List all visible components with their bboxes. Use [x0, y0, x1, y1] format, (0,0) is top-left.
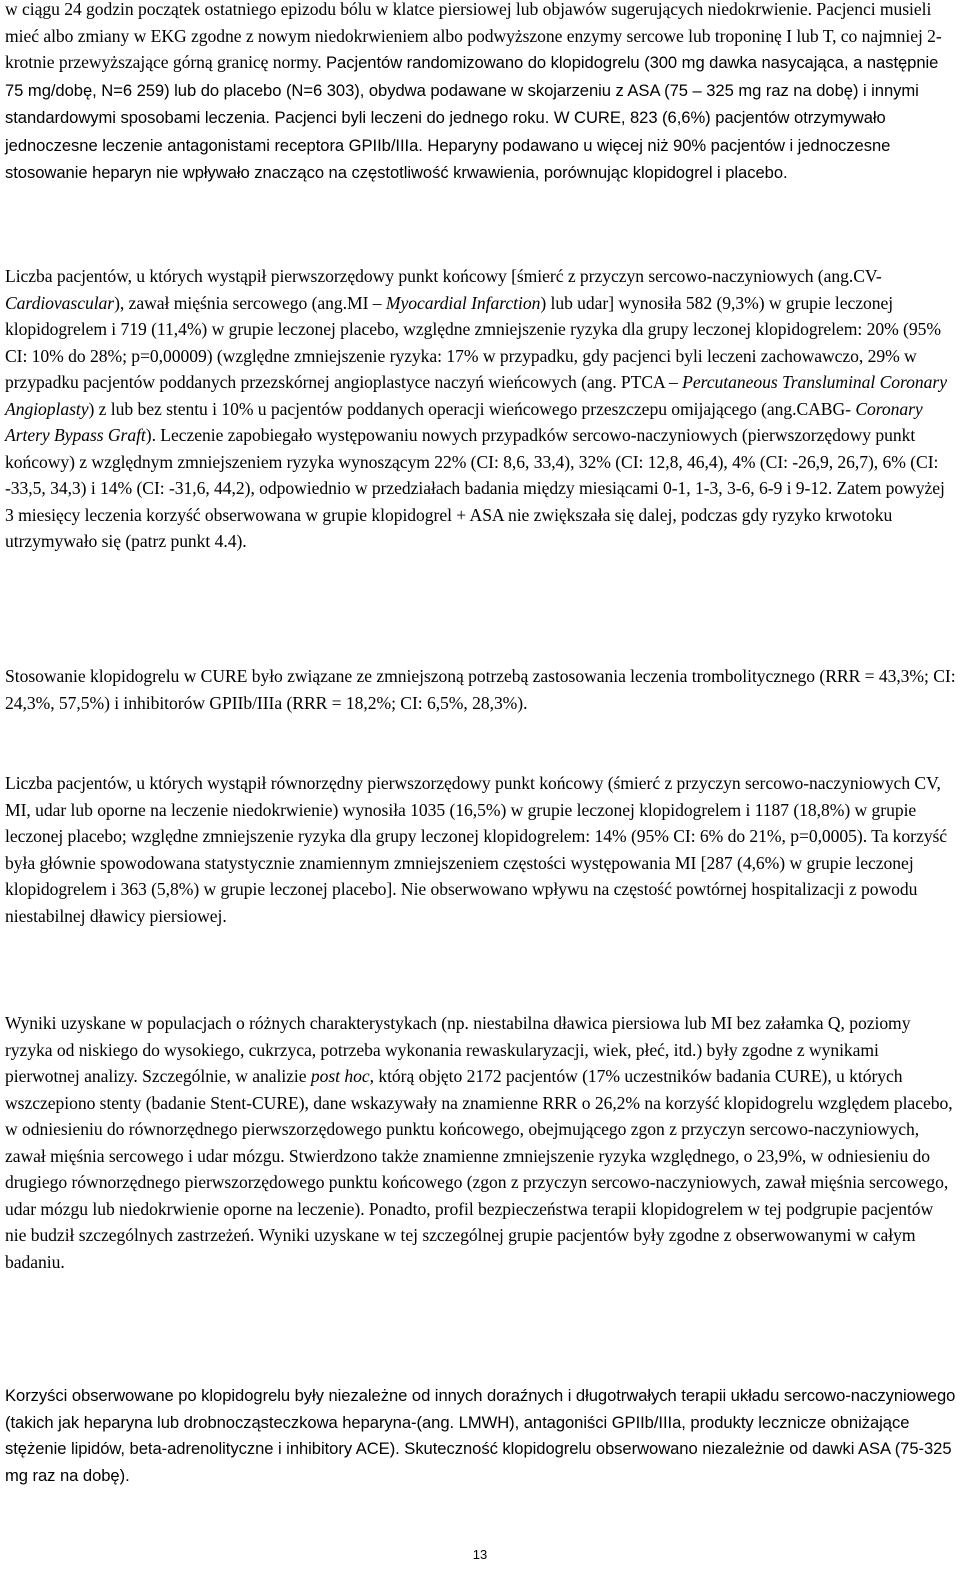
paragraph-subgroup-results [5, 1010, 956, 1275]
italic-term: Coronary Artery Bypass Graft [5, 398, 923, 445]
text-run: ) z lub bez stentu i 10% u pacjentów poddanych operacji wieńcowego przeszczepu omijającego (ang.CABG- [88, 398, 856, 419]
italic-term: Myocardial Infarction [385, 292, 541, 313]
text-run: Stosowanie klopidogrelu w CURE było związane ze zmniejszoną potrzebą zastosowania leczenia trombolitycznego (RRR = 43,3%; CI: 24,3%, 57,5%) i inhibitorów GPIIb/IIIa (RRR = 18,2%; CI: 6,5%, 28,3%). [5, 666, 956, 713]
text-run: ). Leczenie zapobiegało występowaniu nowych przypadków sercowo-naczyniowych (pierwszorzędowy punkt końcowy) z względnym zmniejszeniem ryzyka wynoszącym 22% (CI: 8,6, 33,4), 32% (CI: 12,8, 46,4), 4% (CI: -26,9, 26,7), 6% (CI: -33,5, 34,3) i 14% (CI: -31,6, 44,2), odpowiednio w przedziałach badania między miesiącami 0-1, 1-3, 3-6, 6-9 i 9-12. Zatem powyżej 3 miesięcy leczenia korzyść obserwowana w grupie klopidogrel + ASA nie zwiększała się dalej, podczas gdy ryzyko krwotoku utrzymywało się (patrz punkt 4.4). [5, 425, 945, 551]
italic-term: post hoc [310, 1066, 370, 1086]
text-run: Liczba pacjentów, u których wystąpił pierwszorzędowy punkt końcowy [śmierć z przyczyn sercowo-naczyniowych (ang.CV- [5, 266, 882, 286]
paragraph-thrombolytic-use [5, 663, 956, 716]
text-run: Pacjentów randomizowano do klopidogrelu (300 mg dawka nasycająca, a następnie 75 mg/dobę, N=6 259) lub do placebo (N=6 303), obydwa podawane w skojarzeniu z ASA (75 – 325 mg raz na dobę) i innymi standardowymi sposobami leczenia. Pacjenci byli leczeni do jednego roku. W CURE, 823 (6,6%) pacjentów otrzymywało jednoczesne leczenie antagonistami receptora GPIIb/IIIa. Heparyny podawano u więcej niż 90% pacjentów i jednoczesne stosowanie heparyn nie wpływało znacząco na częstotliwość krwawienia, porównując klopidogrel i placebo. [5, 53, 939, 182]
italic-term: Percutaneous Transluminal Coronary Angioplasty [5, 372, 947, 419]
text-run: w ciągu 24 godzin początek ostatniego epizodu bólu w klatce piersiowej lub objawów sugerujących niedokrwienie. Pacjenci musieli mieć albo zmiany w EKG zgodne z nowym niedokrwieniem albo podwyższone enzymy sercowe lub troponinę I lub T, co najmniej 2-krotnie przewyższające górną granicę normy. [5, 0, 942, 72]
text-run: , którą objęto 2172 pacjentów (17% uczestników badania CURE), u których wszczepiono stenty (badanie Stent-CURE), dane wskazywały na znamienne RRR o 26,2% na korzyść klopidogrelu względem placebo, w odniesieniu do równorzędnego pierwszorzędowego punktu końcowego, obejmującego zgon z przyczyn sercowo-naczyniowych, zawał mięśnia sercowego i udar mózgu. Stwierdzono także znamienne zmniejszenie ryzyka względnego, o 23,9%, w odniesieniu do drugiego równorzędnego pierwszorzędowego punktu końcowego (zgon z przyczyn sercowo-naczyniowych, zawał mięśnia sercowego, udar mózgu lub niedokrwienie oporne na leczenie). Ponadto, profil bezpieczeństwa terapii klopidogrelem w tej podgrupie pacjentów nie budził szczególnych zastrzeżeń. Wyniki uzyskane w tej szczególnej grupie pacjentów były zgodne z obserwowanymi w całym badaniu. [5, 1066, 953, 1272]
text-run: Liczba pacjentów, u których wystąpił równorzędny pierwszorzędowy punkt końcowy (śmierć z przyczyn sercowo-naczyniowych CV, MI, udar lub oporne na leczenie niedokrwienie) wynosiła 1035 (16,5%) w grupie leczonej klopidogrelem i 1187 (18,8%) w grupie leczonej placebo; względne zmniejszenie ryzyka dla grupy leczonej klopidogrelem: 14% (95% CI: 6% do 21%, p=0,0005). Ta korzyść była głównie spowodowana statystycznie znamiennym zmniejszeniem częstości występowania MI [287 (4,6%) w grupie leczonej klopidogrelem i 363 (5,8%) w grupie leczonej placebo]. Nie obserwowano wpływu na częstość powtórnej hospitalizacji z powodu niestabilnej dławicy piersiowej. [5, 773, 948, 926]
italic-term: Cardiovascular [5, 292, 115, 313]
paragraph-primary-endpoint [5, 263, 956, 555]
paragraph-concomitant-therapies [5, 1383, 956, 1489]
text-run: ) lub udar] wynosiła 582 (9,3%) w grupie leczonej klopidogrelem i 719 (11,4%) w grupie leczonej placebo, względne zmniejszenie ryzyka dla grupy leczonej klopidogrelem: 20% (95% CI: 10% do 28%; p=0,00009) (względne zmniejszenie ryzyka: 17% w przypadku, gdy pacjenci byli leczeni zachowawczo, 29% w przypadku pacjentów poddanych przezskórnej angioplastyce naczyń wieńcowych (ang. PTCA – [5, 292, 941, 392]
text-run: Korzyści obserwowane po klopidogrelu były niezależne od innych doraźnych i długotrwałych terapii układu sercowo-naczyniowego (takich jak heparyna lub drobnocząsteczkowa heparyna-(ang. LMWH), antagoniści GPIIb/IIIa, produkty lecznicze obniżające stężenie lipidów, beta-adrenolityczne i inhibitory ACE). Skuteczność klopidogrelu obserwowano niezależnie od dawki ASA (75-325 mg raz na dobę). [5, 1386, 956, 1485]
paragraph-cure-design [5, 0, 956, 187]
text-run: ), zawał mięśnia sercowego (ang.MI – [114, 292, 386, 313]
paragraph-coprimary-endpoint [5, 770, 956, 929]
page-number: 13 [472, 1547, 488, 1562]
text-run: Wyniki uzyskane w populacjach o różnych charakterystykach (np. niestabilna dławica piersiowa lub MI bez załamka Q, poziomy ryzyka od niskiego do wysokiego, cukrzyca, potrzeba wykonania rewaskularyzacji, wiek, płeć, itd.) były zgodne z wynikami pierwotnej analizy. Szczególnie, w analizie [5, 1013, 911, 1086]
